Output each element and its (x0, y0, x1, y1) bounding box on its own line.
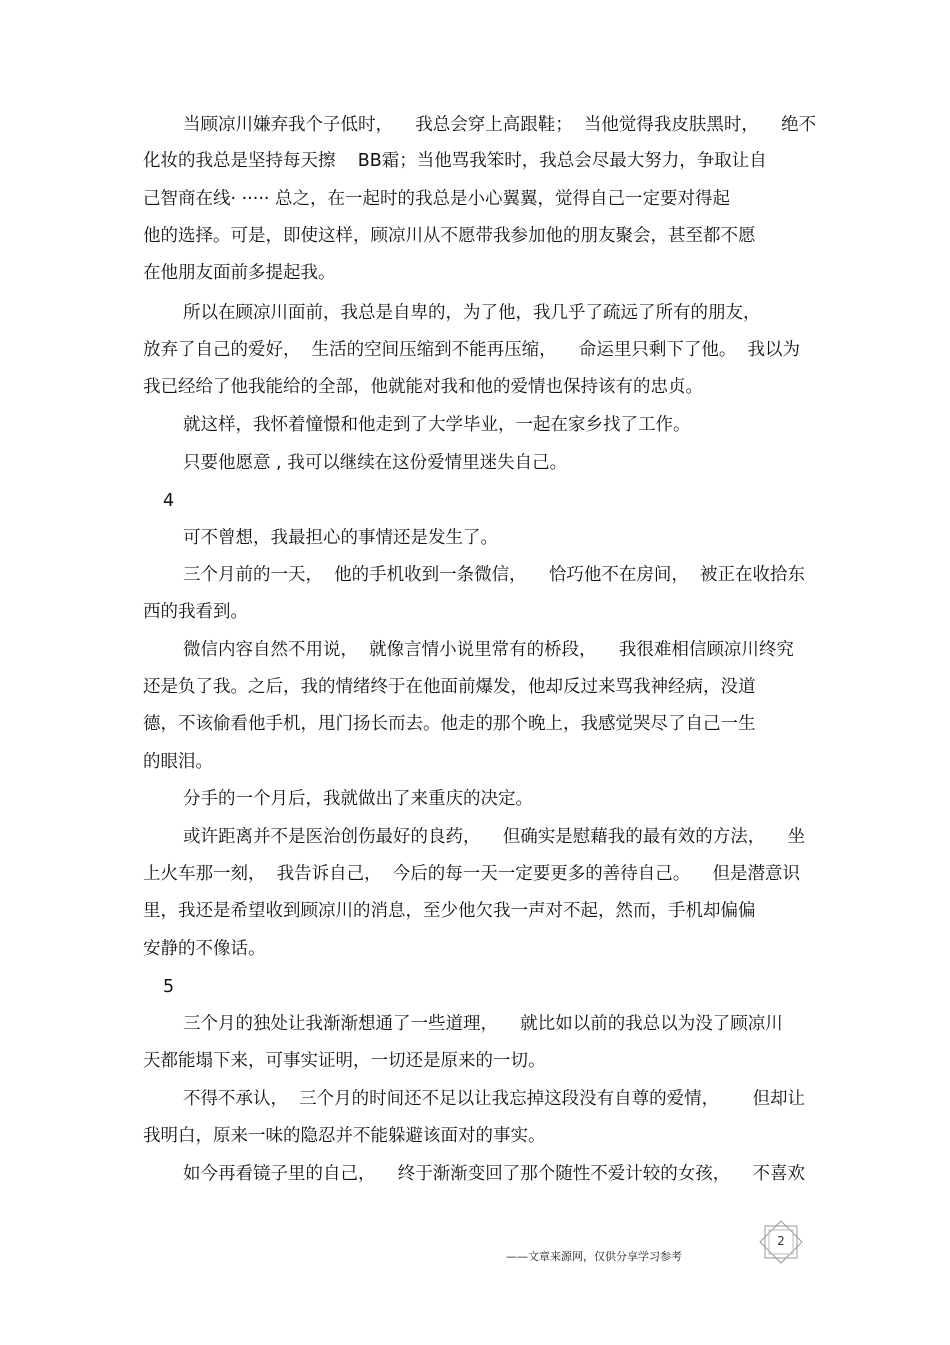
text-line: 我已经给了他我能给的全部，他就能对我和他的爱情也保持该有的忠贞。 (143, 377, 703, 397)
text-line: 微信内容自然不用说， 就像言情小说里常有的桥段， 我很难相信顾凉川终究 (183, 640, 794, 660)
text-line: 我明白，原来一味的隐忍并不能躲避该面对的事实。 (143, 1126, 546, 1146)
text-line: 三个月前的一天， 他的手机收到一条微信， 恰巧他不在房间， 被正在收拾东 (183, 565, 805, 585)
text-line: 放弃了自己的爱好， 生活的空间压缩到不能再压缩， 命运里只剩下了他。 我以为 (143, 340, 800, 360)
text-line: 己智商在线· ····· 总之，在一起时的我总是小心翼翼，觉得自己一定要对得起 (143, 189, 730, 209)
text-line: 4 (163, 491, 175, 511)
text-line: 在他朋友面前多提起我。 (143, 263, 336, 283)
text-line: 分手的一个月后，我就做出了来重庆的决定。 (183, 789, 533, 809)
text-line: 里，我还是希望收到顾凉川的消息，至少他欠我一声对不起，然而，手机却偏偏 (143, 901, 756, 921)
footer-source-note: ——文章来源网，仅供分享学习参考 (506, 1250, 682, 1263)
page-number-badge (756, 1220, 806, 1264)
text-line: 的眼泪。 (143, 752, 213, 772)
text-line: 只要他愿意 , 我可以继续在这份爱情里迷失自己。 (183, 453, 568, 473)
text-line: 安静的不像话。 (143, 939, 266, 959)
text-line: 他的选择。可是，即使这样，顾凉川从不愿带我参加他的朋友聚会，甚至都不愿 (143, 226, 756, 246)
text-line: 可不曾想，我最担心的事情还是发生了。 (183, 528, 498, 548)
text-line: 不得不承认， 三个月的时间还不足以让我忘掉这段没有自尊的爱情， 但却让 (183, 1089, 805, 1109)
text-line: 如今再看镜子里的自己， 终于渐渐变回了那个随性不爱计较的女孩， 不喜欢 (183, 1164, 805, 1184)
text-line: 化妆的我总是坚持每天擦 BB霜；当他骂我笨时，我总会尽最大努力，争取让自 (143, 151, 767, 171)
text-line: 西的我看到。 (143, 602, 248, 622)
text-line: 三个月的独处让我渐渐想通了一些道理， 就比如以前的我总以为没了顾凉川 (183, 1014, 783, 1034)
text-line: 当顾凉川嫌弃我个子低时， 我总会穿上高跟鞋； 当他觉得我皮肤黑时， 绝不 (183, 115, 817, 135)
text-line: 德，不该偷看他手机，甩门扬长而去。他走的那个晚上，我感觉哭尽了自己一生 (143, 714, 756, 734)
text-line: 还是负了我。之后，我的情绪终于在他面前爆发，他却反过来骂我神经病，没道 (143, 677, 756, 697)
page-number: 2 (777, 1234, 785, 1248)
text-line: 天都能塌下来，可事实证明，一切还是原来的一切。 (143, 1051, 546, 1071)
text-line: 所以在顾凉川面前，我总是自卑的，为了他，我几乎了疏远了所有的朋友， (183, 303, 761, 323)
text-line: 上火车那一刻， 我告诉自己， 今后的每一天一定要更多的善待自己。 但是潜意识 (143, 864, 800, 884)
text-line: 或许距离并不是医治创伤最好的良药， 但确实是慰藉我的最有效的方法， 坐 (183, 827, 805, 847)
text-line: 5 (163, 977, 175, 997)
text-line: 就这样，我怀着憧憬和他走到了大学毕业，一起在家乡找了工作。 (183, 415, 691, 435)
